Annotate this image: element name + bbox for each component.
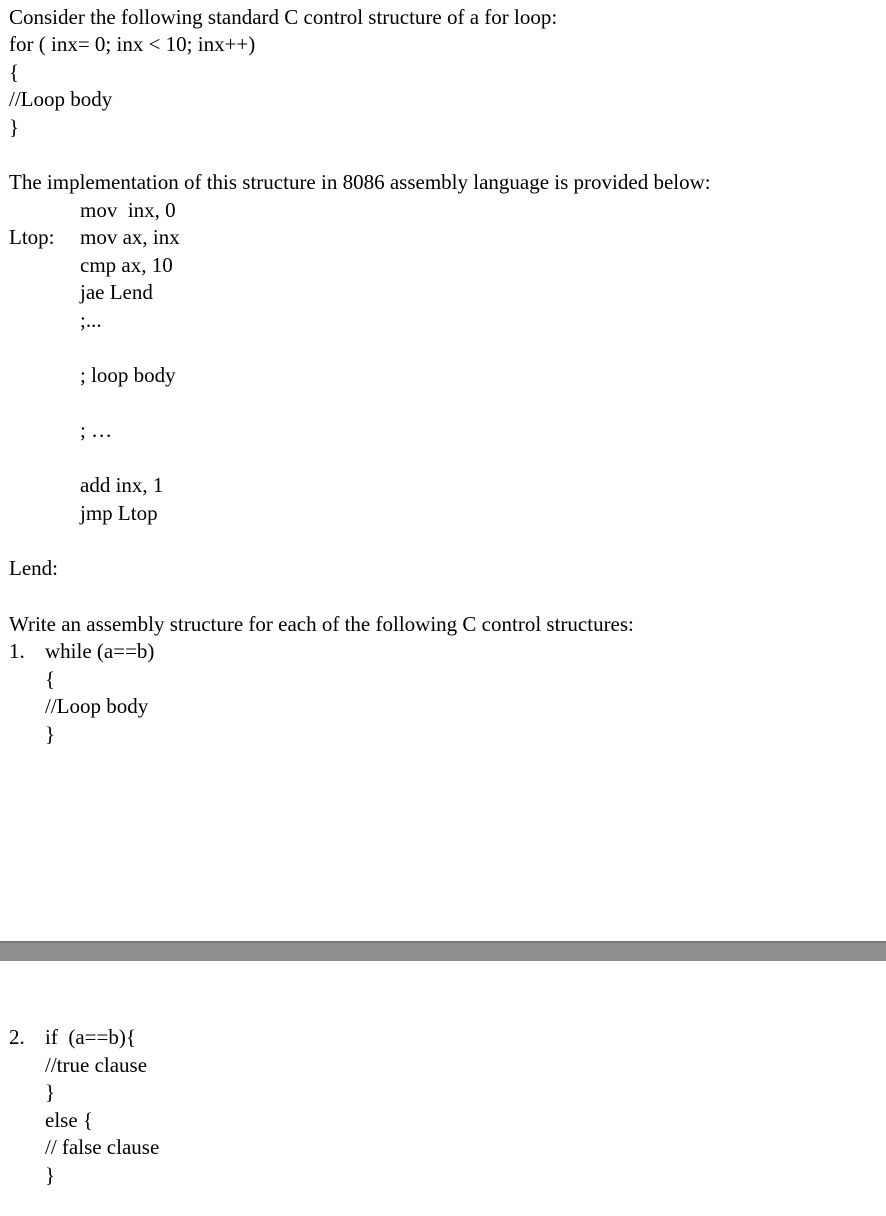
intro-line-1: Consider the following standard C control structure of a for loop: — [9, 5, 558, 29]
item-1-number: 1. — [9, 639, 25, 663]
item-1-line-4: } — [45, 722, 56, 746]
asm-label-ltop: Ltop: — [9, 225, 55, 249]
item-2-line-3: } — [45, 1080, 56, 1104]
asm-label-lend: Lend: — [9, 556, 58, 580]
intro-line-2: for ( inx= 0; inx < 10; inx++) — [9, 32, 256, 56]
asm-line-7: ; … — [80, 418, 113, 442]
intro-line-4: //Loop body — [9, 87, 113, 111]
asm-line-1: mov inx, 0 — [80, 198, 176, 222]
asm-line-3: cmp ax, 10 — [80, 253, 173, 277]
item-1-line-3: //Loop body — [45, 694, 149, 718]
item-2-line-1: if (a==b){ — [45, 1025, 136, 1049]
asm-line-6: ; loop body — [80, 363, 176, 387]
item-1-line-2: { — [45, 667, 56, 691]
asm-line-2: mov ax, inx — [80, 225, 180, 249]
intro-line-3: { — [9, 60, 20, 84]
asm-line-4: jae Lend — [80, 280, 153, 304]
asm-line-9: jmp Ltop — [80, 501, 158, 525]
item-2-number: 2. — [9, 1025, 25, 1049]
item-2-line-4: else { — [45, 1108, 93, 1132]
item-2-line-5: // false clause — [45, 1135, 160, 1159]
item-2-line-2: //true clause — [45, 1053, 148, 1077]
item-2-line-6: } — [45, 1163, 56, 1187]
page-separator — [0, 941, 886, 961]
implementation-heading: The implementation of this structure in 8086 assembly language is provided below: — [9, 170, 711, 194]
intro-line-5: } — [9, 115, 20, 139]
asm-line-5: ;... — [80, 308, 102, 332]
item-1-line-1: while (a==b) — [45, 639, 155, 663]
asm-line-8: add inx, 1 — [80, 473, 164, 497]
task-heading: Write an assembly structure for each of the following C control structures: — [9, 612, 634, 636]
